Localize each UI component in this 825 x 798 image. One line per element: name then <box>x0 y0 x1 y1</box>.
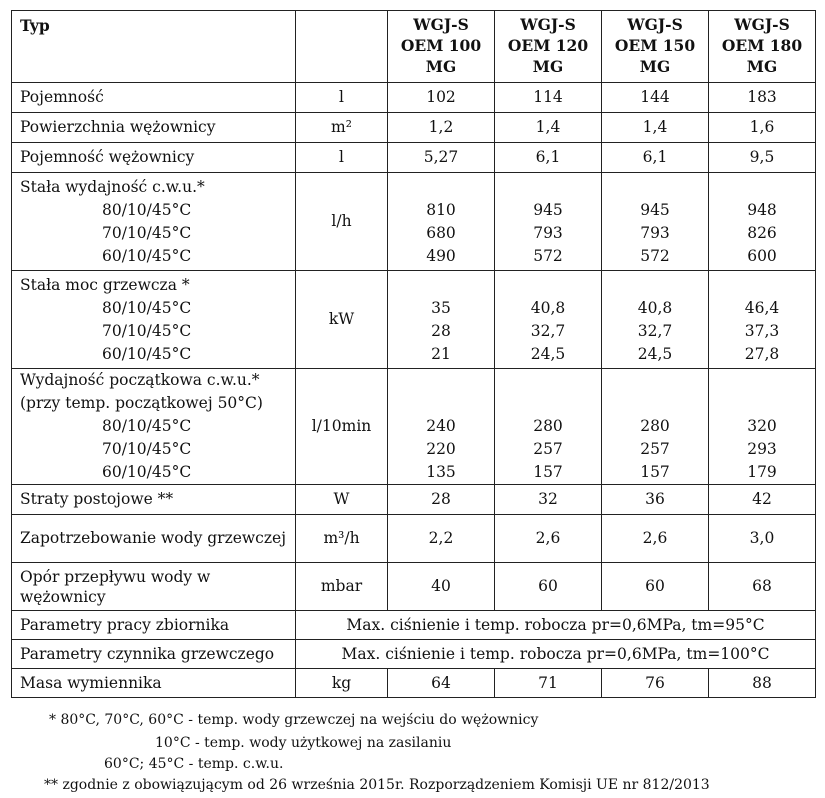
row-label: Stała moc grzewcza * 80/10/45°C 70/10/45°C 60/10/45°C <box>12 271 296 369</box>
table-row <box>12 83 816 113</box>
table-cell: 1,4 <box>495 113 602 143</box>
table-cell: 102 <box>388 83 495 113</box>
table-cell: 320 293 179 <box>709 369 816 485</box>
row-unit: kg <box>296 669 388 698</box>
row-unit: l/10min <box>296 369 388 485</box>
table-cell: 280 257 157 <box>602 369 709 485</box>
table-cell: 28 <box>388 485 495 515</box>
table-cell: 32 <box>495 485 602 515</box>
row-label: Zapotrzebowanie wody grzewczej <box>12 515 296 563</box>
row-unit: m³/h <box>296 515 388 563</box>
row-label: Wydajność początkowa c.w.u.* (przy temp. początkowej 50°C) 80/10/45°C 70/10/45°C 60/10/45°C <box>12 369 296 485</box>
table-cell: 40 <box>388 563 495 611</box>
row-label: Opór przepływu wody w wężownicy <box>12 563 296 611</box>
table-cell: 88 <box>709 669 816 698</box>
row-unit: kW <box>296 271 388 369</box>
table-cell: 6,1 <box>495 143 602 173</box>
row-unit: l <box>296 83 388 113</box>
table-row <box>12 173 816 271</box>
row-unit: l/h <box>296 173 388 271</box>
table-cell: 40,8 32,7 24,5 <box>602 271 709 369</box>
table-cell: 1,2 <box>388 113 495 143</box>
table-cell: 40,8 32,7 24,5 <box>495 271 602 369</box>
table-cell: 3,0 <box>709 515 816 563</box>
row-unit: mbar <box>296 563 388 611</box>
table-cell: 5,27 <box>388 143 495 173</box>
table-row <box>12 669 816 698</box>
table-row <box>12 369 816 485</box>
table-row <box>12 640 816 669</box>
header-model: WGJ-S OEM 100 MG <box>388 11 495 83</box>
row-unit: m² <box>296 113 388 143</box>
table-cell: 42 <box>709 485 816 515</box>
table-cell: 46,4 37,3 27,8 <box>709 271 816 369</box>
table-cell: 2,6 <box>602 515 709 563</box>
table-row <box>12 563 816 611</box>
row-unit: W <box>296 485 388 515</box>
header-model: WGJ-S OEM 120 MG <box>495 11 602 83</box>
table-cell: 280 257 157 <box>495 369 602 485</box>
table-cell-merged: Max. ciśnienie i temp. robocza pr=0,6MPa, tm=95°C <box>296 611 816 640</box>
table-cell: 945 793 572 <box>602 173 709 271</box>
table-cell: 1,6 <box>709 113 816 143</box>
row-label: Masa wymiennika <box>12 669 296 698</box>
row-label: Parametry pracy zbiornika <box>12 611 296 640</box>
table-row <box>12 271 816 369</box>
row-label: Pojemność wężownicy <box>12 143 296 173</box>
table-cell-merged: Max. ciśnienie i temp. robocza pr=0,6MPa, tm=100°C <box>296 640 816 669</box>
table-cell: 2,2 <box>388 515 495 563</box>
row-label: Powierzchnia wężownicy <box>12 113 296 143</box>
table-row <box>12 611 816 640</box>
footnote: ** zgodnie z obowiązującym od 26 września 2015r. Rozporządzeniem Komisji UE nr 812/2013 <box>44 777 710 793</box>
table-cell: 6,1 <box>602 143 709 173</box>
table-cell: 810 680 490 <box>388 173 495 271</box>
table-cell: 144 <box>602 83 709 113</box>
table-cell: 76 <box>602 669 709 698</box>
table-row <box>12 485 816 515</box>
table-cell: 2,6 <box>495 515 602 563</box>
table-cell: 60 <box>602 563 709 611</box>
table-cell: 68 <box>709 563 816 611</box>
header-model: WGJ-S OEM 180 MG <box>709 11 816 83</box>
table-cell: 71 <box>495 669 602 698</box>
header-typ: Typ <box>12 11 296 83</box>
table-cell: 64 <box>388 669 495 698</box>
header-unit <box>296 11 388 83</box>
table-cell: 1,4 <box>602 113 709 143</box>
row-label: Pojemność <box>12 83 296 113</box>
table-row <box>12 113 816 143</box>
table-row <box>12 515 816 563</box>
footnote: 10°C - temp. wody użytkowej na zasilaniu <box>155 735 452 751</box>
table-cell: 948 826 600 <box>709 173 816 271</box>
table-cell: 183 <box>709 83 816 113</box>
row-label: Straty postojowe ** <box>12 485 296 515</box>
row-label: Parametry czynnika grzewczego <box>12 640 296 669</box>
table-cell: 114 <box>495 83 602 113</box>
table-cell: 240 220 135 <box>388 369 495 485</box>
table-row <box>12 143 816 173</box>
footnote: * 80°C, 70°C, 60°C - temp. wody grzewczej na wejściu do wężownicy <box>49 712 539 728</box>
header-model: WGJ-S OEM 150 MG <box>602 11 709 83</box>
table-cell: 945 793 572 <box>495 173 602 271</box>
table-cell: 60 <box>495 563 602 611</box>
row-unit: l <box>296 143 388 173</box>
row-label: Stała wydajność c.w.u.* 80/10/45°C 70/10/45°C 60/10/45°C <box>12 173 296 271</box>
spec-table <box>11 10 816 698</box>
footnote: 60°C; 45°C - temp. c.w.u. <box>104 756 284 772</box>
table-cell: 36 <box>602 485 709 515</box>
table-cell: 9,5 <box>709 143 816 173</box>
header-row <box>12 11 816 83</box>
table-cell: 35 28 21 <box>388 271 495 369</box>
